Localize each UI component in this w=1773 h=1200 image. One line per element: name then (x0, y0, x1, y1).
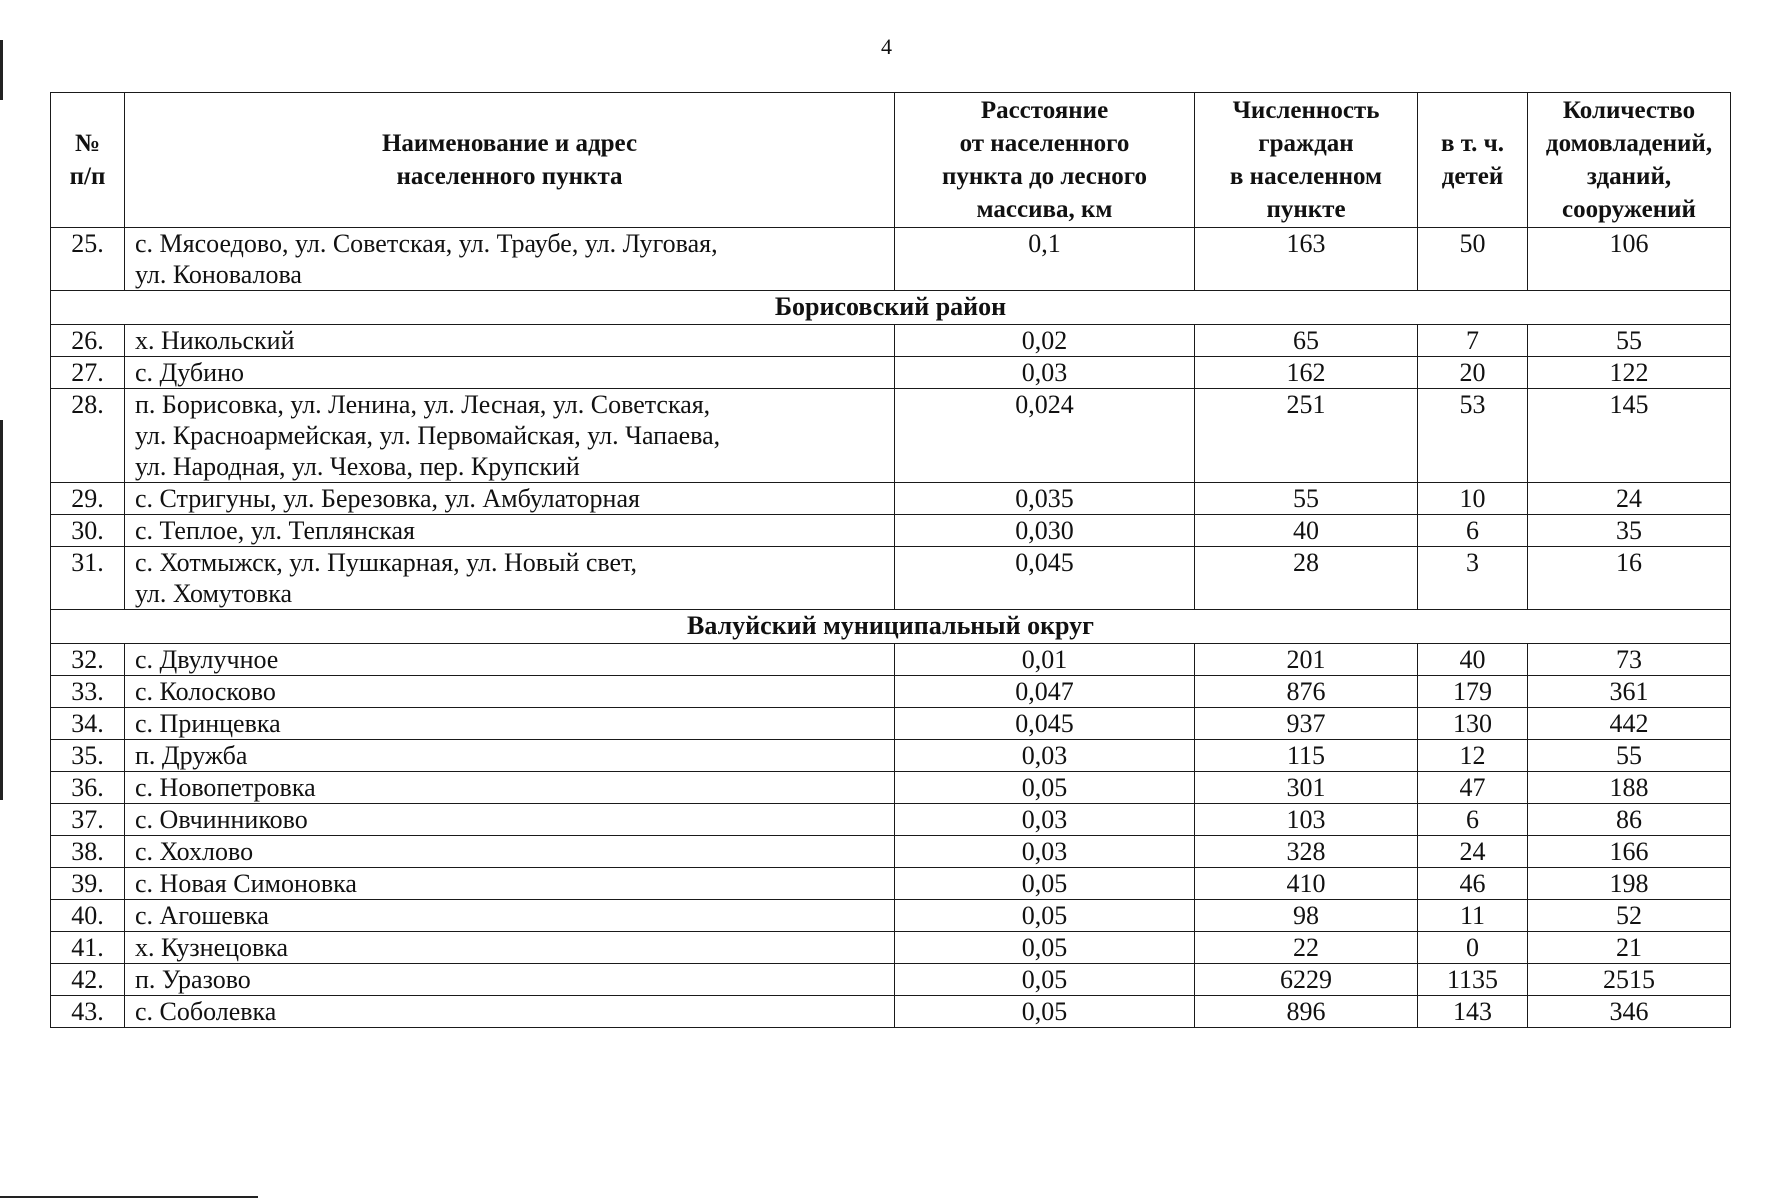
buildings-count: 24 (1528, 483, 1731, 515)
header-distance: Расстояние от населенного пункта до лесного массива, км (895, 93, 1195, 228)
population: 22 (1195, 932, 1418, 964)
distance-km: 0,02 (895, 325, 1195, 357)
population: 876 (1195, 676, 1418, 708)
population: 40 (1195, 515, 1418, 547)
population: 65 (1195, 325, 1418, 357)
table-header-row (51, 93, 1731, 228)
buildings-count: 86 (1528, 804, 1731, 836)
buildings-count: 145 (1528, 389, 1731, 483)
buildings-count: 73 (1528, 644, 1731, 676)
settlement-name: с. Дубино (125, 357, 895, 389)
settlement-name: п. Борисовка, ул. Ленина, ул. Лесная, ул. Советская, ул. Красноармейская, ул. Первомайская, ул. Чапаева, ул. Народная, ул. Чехова, пер. Крупский (125, 389, 895, 483)
buildings-count: 2515 (1528, 964, 1731, 996)
population: 937 (1195, 708, 1418, 740)
row-number: 29. (51, 483, 125, 515)
table-row (51, 900, 1731, 932)
settlement-name: х. Никольский (125, 325, 895, 357)
population: 6229 (1195, 964, 1418, 996)
population: 410 (1195, 868, 1418, 900)
distance-km: 0,045 (895, 708, 1195, 740)
table-body (51, 228, 1731, 1028)
page-number: 4 (881, 34, 892, 59)
settlement-name: с. Принцевка (125, 708, 895, 740)
buildings-count: 35 (1528, 515, 1731, 547)
table-row (51, 325, 1731, 357)
settlement-name: п. Уразово (125, 964, 895, 996)
table-row (51, 483, 1731, 515)
population: 98 (1195, 900, 1418, 932)
children-count: 46 (1418, 868, 1528, 900)
row-number: 33. (51, 676, 125, 708)
table-row (51, 357, 1731, 389)
distance-km: 0,05 (895, 964, 1195, 996)
row-number: 38. (51, 836, 125, 868)
header-population: Численность граждан в населенном пункте (1195, 93, 1418, 228)
settlement-name: с. Соболевка (125, 996, 895, 1028)
distance-km: 0,1 (895, 228, 1195, 291)
table-row (51, 836, 1731, 868)
settlements-table (50, 92, 1731, 1028)
distance-km: 0,03 (895, 836, 1195, 868)
distance-km: 0,05 (895, 868, 1195, 900)
distance-km: 0,047 (895, 676, 1195, 708)
table-row (51, 676, 1731, 708)
section-title: Валуйский муниципальный округ (51, 610, 1731, 644)
distance-km: 0,045 (895, 547, 1195, 610)
settlement-name: с. Колосково (125, 676, 895, 708)
header-name-address: Наименование и адрес населенного пункта (125, 93, 895, 228)
distance-km: 0,03 (895, 357, 1195, 389)
buildings-count: 122 (1528, 357, 1731, 389)
settlement-name: с. Хохлово (125, 836, 895, 868)
row-number: 41. (51, 932, 125, 964)
row-number: 26. (51, 325, 125, 357)
settlement-name: с. Двулучное (125, 644, 895, 676)
row-number: 28. (51, 389, 125, 483)
buildings-count: 198 (1528, 868, 1731, 900)
distance-km: 0,05 (895, 932, 1195, 964)
buildings-count: 442 (1528, 708, 1731, 740)
children-count: 1135 (1418, 964, 1528, 996)
distance-km: 0,024 (895, 389, 1195, 483)
distance-km: 0,05 (895, 900, 1195, 932)
settlement-name: с. Стригуны, ул. Березовка, ул. Амбулаторная (125, 483, 895, 515)
settlement-name: с. Хотмыжск, ул. Пушкарная, ул. Новый свет, ул. Хомутовка (125, 547, 895, 610)
distance-km: 0,030 (895, 515, 1195, 547)
children-count: 10 (1418, 483, 1528, 515)
row-number: 25. (51, 228, 125, 291)
distance-km: 0,05 (895, 996, 1195, 1028)
row-number: 37. (51, 804, 125, 836)
distance-km: 0,05 (895, 772, 1195, 804)
population: 103 (1195, 804, 1418, 836)
buildings-count: 346 (1528, 996, 1731, 1028)
header-buildings: Количество домовладений, зданий, сооружений (1528, 93, 1731, 228)
row-number: 35. (51, 740, 125, 772)
population: 28 (1195, 547, 1418, 610)
children-count: 40 (1418, 644, 1528, 676)
row-number: 34. (51, 708, 125, 740)
population: 301 (1195, 772, 1418, 804)
children-count: 50 (1418, 228, 1528, 291)
children-count: 7 (1418, 325, 1528, 357)
settlement-name: с. Агошевка (125, 900, 895, 932)
buildings-count: 188 (1528, 772, 1731, 804)
children-count: 20 (1418, 357, 1528, 389)
footnote-separator (0, 1196, 258, 1198)
buildings-count: 16 (1528, 547, 1731, 610)
table-row (51, 804, 1731, 836)
children-count: 6 (1418, 804, 1528, 836)
distance-km: 0,035 (895, 483, 1195, 515)
population: 163 (1195, 228, 1418, 291)
table-row (51, 708, 1731, 740)
settlement-name: с. Новая Симоновка (125, 868, 895, 900)
section-title: Борисовский район (51, 291, 1731, 325)
distance-km: 0,01 (895, 644, 1195, 676)
settlement-name: с. Овчинниково (125, 804, 895, 836)
section-heading-row (51, 291, 1731, 325)
population: 251 (1195, 389, 1418, 483)
children-count: 47 (1418, 772, 1528, 804)
buildings-count: 55 (1528, 740, 1731, 772)
table-row (51, 644, 1731, 676)
row-number: 43. (51, 996, 125, 1028)
row-number: 39. (51, 868, 125, 900)
table-row (51, 228, 1731, 291)
children-count: 6 (1418, 515, 1528, 547)
row-number: 32. (51, 644, 125, 676)
population: 162 (1195, 357, 1418, 389)
row-number: 27. (51, 357, 125, 389)
row-number: 40. (51, 900, 125, 932)
row-number: 42. (51, 964, 125, 996)
buildings-count: 55 (1528, 325, 1731, 357)
settlement-name: с. Теплое, ул. Теплянская (125, 515, 895, 547)
section-heading-row (51, 610, 1731, 644)
children-count: 130 (1418, 708, 1528, 740)
children-count: 12 (1418, 740, 1528, 772)
row-number: 31. (51, 547, 125, 610)
children-count: 0 (1418, 932, 1528, 964)
scan-edge-mark (0, 420, 3, 800)
table-row (51, 740, 1731, 772)
distance-km: 0,03 (895, 740, 1195, 772)
table-row (51, 389, 1731, 483)
row-number: 30. (51, 515, 125, 547)
children-count: 143 (1418, 996, 1528, 1028)
population: 896 (1195, 996, 1418, 1028)
table-row (51, 932, 1731, 964)
buildings-count: 166 (1528, 836, 1731, 868)
buildings-count: 361 (1528, 676, 1731, 708)
table-row (51, 772, 1731, 804)
children-count: 11 (1418, 900, 1528, 932)
population: 328 (1195, 836, 1418, 868)
table-row (51, 964, 1731, 996)
children-count: 53 (1418, 389, 1528, 483)
row-number: 36. (51, 772, 125, 804)
table-row (51, 996, 1731, 1028)
table-row (51, 868, 1731, 900)
buildings-count: 106 (1528, 228, 1731, 291)
settlement-name: х. Кузнецовка (125, 932, 895, 964)
buildings-count: 52 (1528, 900, 1731, 932)
buildings-count: 21 (1528, 932, 1731, 964)
scan-edge-mark (0, 40, 3, 100)
children-count: 24 (1418, 836, 1528, 868)
population: 115 (1195, 740, 1418, 772)
settlement-name: с. Новопетровка (125, 772, 895, 804)
header-children: в т. ч. детей (1418, 93, 1528, 228)
population: 55 (1195, 483, 1418, 515)
children-count: 179 (1418, 676, 1528, 708)
settlement-name: с. Мясоедово, ул. Советская, ул. Траубе, ул. Луговая, ул. Коновалова (125, 228, 895, 291)
distance-km: 0,03 (895, 804, 1195, 836)
children-count: 3 (1418, 547, 1528, 610)
table-row (51, 515, 1731, 547)
header-number: № п/п (51, 93, 125, 228)
population: 201 (1195, 644, 1418, 676)
settlement-name: п. Дружба (125, 740, 895, 772)
table-row (51, 547, 1731, 610)
